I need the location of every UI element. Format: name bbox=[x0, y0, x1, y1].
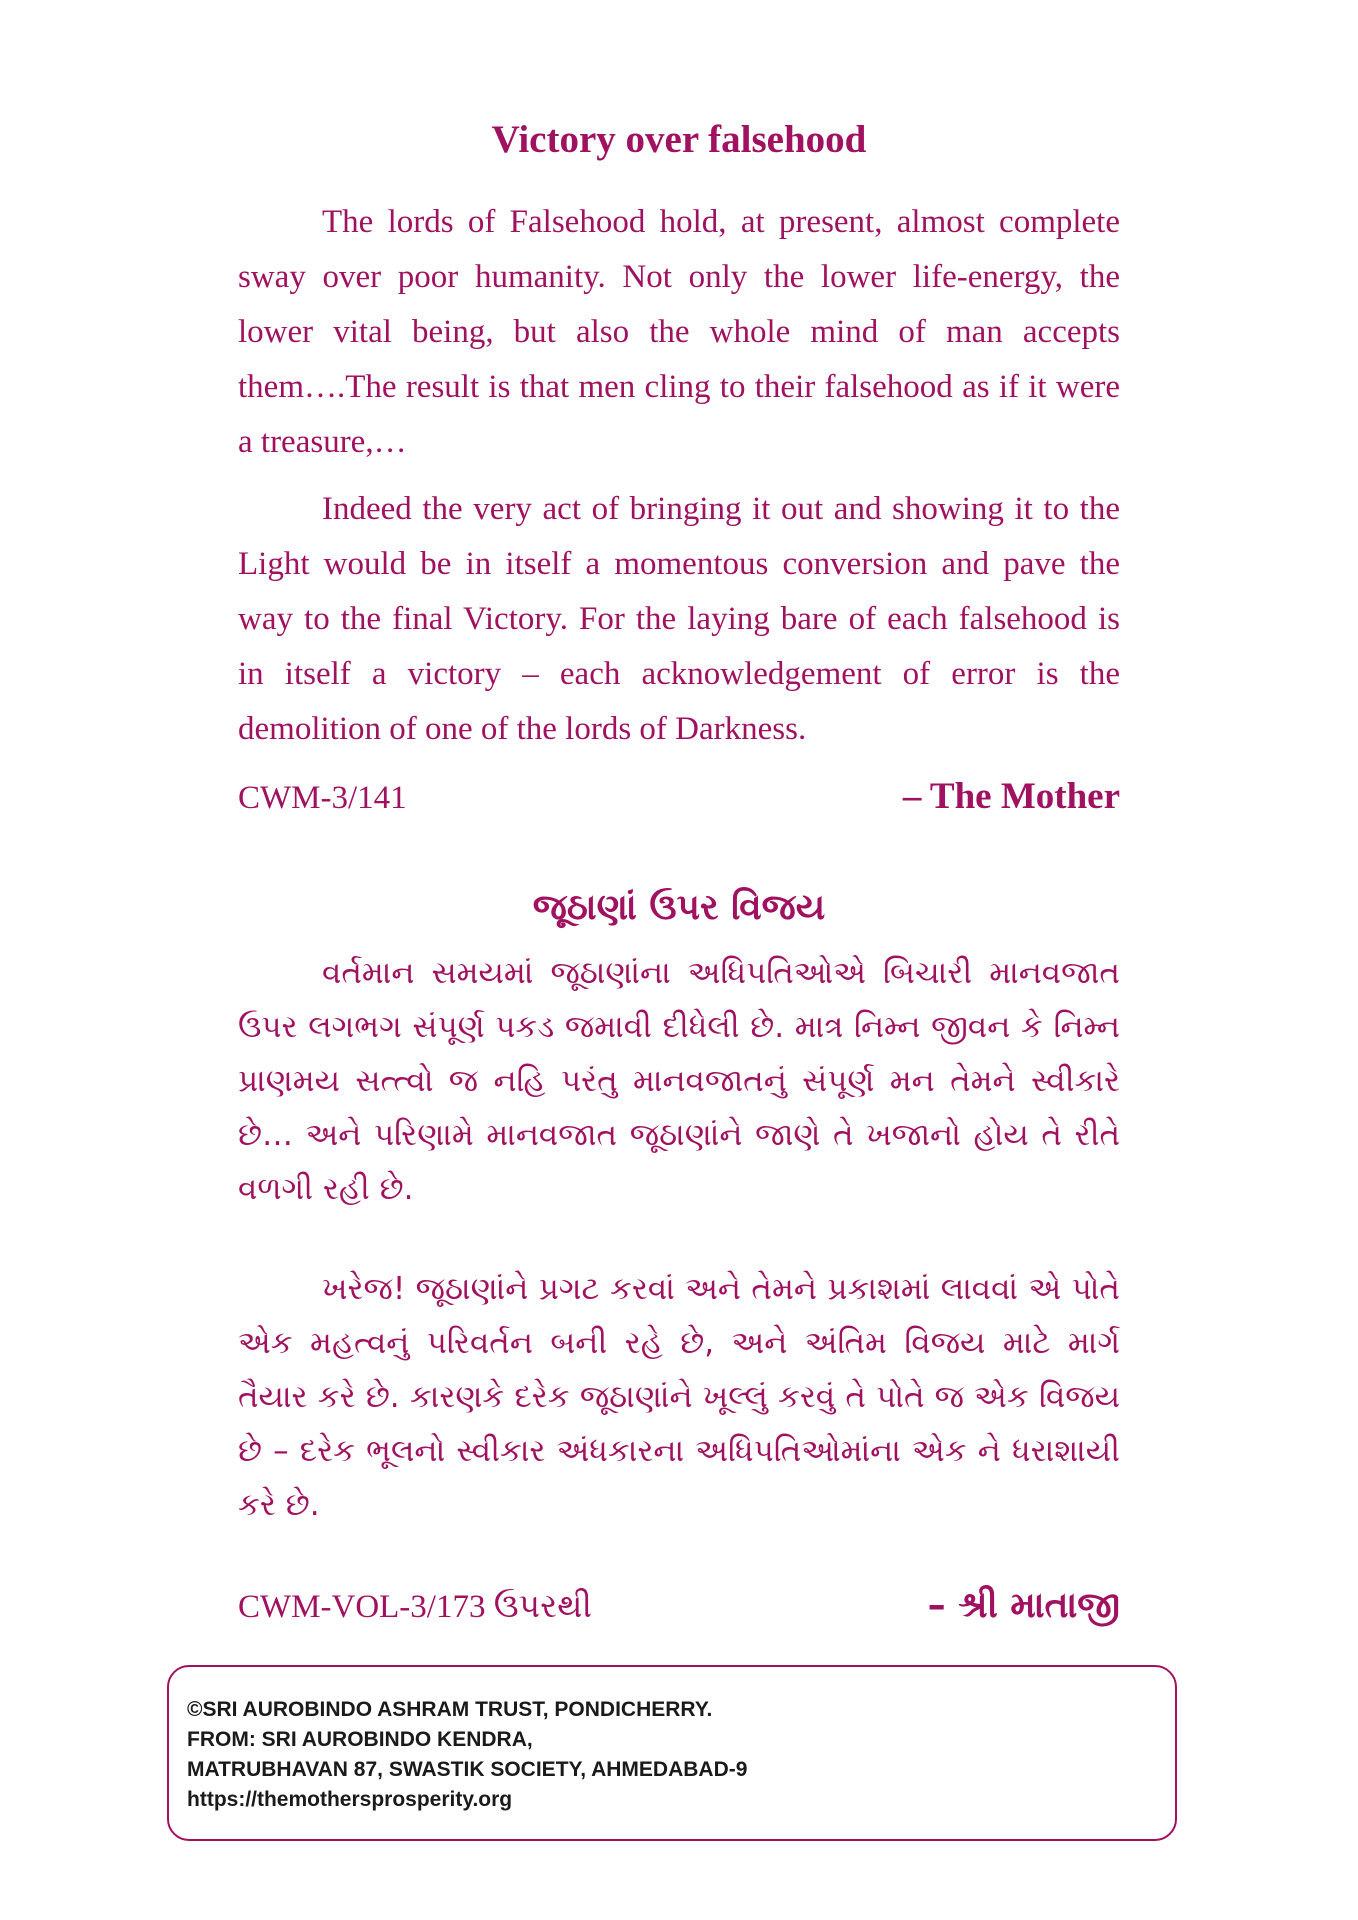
gujarati-author: – શ્રી માતાજી bbox=[927, 1585, 1120, 1626]
gujarati-paragraph-2: ખરેજ! જૂઠાણાંને પ્રગટ કરવાં અને તેમને પ્રકાશમાં લાવવાં એ પોતે એક મહત્વનું પરિવર્તન બની રહે છે, અને અંતિમ વિજય માટે માર્ગ તૈયાર કરે છે. કારણકે દરેક જૂઠાણાંને ખૂલ્લું કરવું તે પોતે જ એક વિજય છે – દરેક ભૂલનો સ્વીકાર અંધકારના અધિપતિઓમાંના એક ને ધરાશાયી કરે છે. bbox=[238, 1271, 1120, 1523]
gujarati-citation: CWM-VOL-3/173 ઉપરથી bbox=[238, 1589, 592, 1625]
gujarati-citation-row bbox=[238, 1585, 1120, 1627]
footer-copyright: ©SRI AUROBINDO ASHRAM TRUST, PONDICHERRY. bbox=[187, 1698, 713, 1721]
english-title: Victory over falsehood bbox=[491, 118, 867, 161]
english-paragraph-2: Indeed the very act of bringing it out and showing it to the Light would be in itself a momentous conversion and pave the way to the final Victory. For the laying bare of each falsehood is in itself a victory – each acknowledgement of error is the demolition of one of the lords of Darkness. bbox=[238, 491, 1120, 747]
gujarati-title: જૂઠાણાં ઉપર વિજય bbox=[532, 887, 826, 928]
footer-website-link[interactable]: https://themothersprosperity.org bbox=[187, 1788, 513, 1811]
english-citation: CWM-3/141 bbox=[238, 780, 407, 816]
footer-from: FROM: SRI AUROBINDO KENDRA, bbox=[187, 1728, 533, 1751]
footer-address: MATRUBHAVAN 87, SWASTIK SOCIETY, AHMEDABAD-9 bbox=[187, 1758, 748, 1781]
gujarati-paragraph-1: વર્તમાન સમયમાં જૂઠાણાંના અધિપતિઓએ બિચારી માનવજાત ઉપર લગભગ સંપૂર્ણ પકડ જમાવી દીધેલી છે. માત્ર નિમ્ન જીવન કે નિમ્ન પ્રાણમય સત્ત્વો જ નહિ પરંતુ માનવજાતનું સંપૂર્ણ મન તેમને સ્વીકારે છે… અને પરિણામે માનવજાત જૂઠાણાંને જાણે તે ખજાનો હોય તે રીતે વળગી રહી છે. bbox=[238, 955, 1120, 1207]
english-author: – The Mother bbox=[902, 776, 1120, 817]
footer-box bbox=[167, 1665, 1177, 1841]
english-citation-row bbox=[238, 775, 1120, 818]
english-paragraph-1: The lords of Falsehood hold, at present, almost complete sway over poor humanity. Not only the lower life-energy, the lower vital being, but also the whole mind of man accepts them….The result is that men cling to their falsehood as if it were a treasure,… bbox=[238, 204, 1120, 460]
